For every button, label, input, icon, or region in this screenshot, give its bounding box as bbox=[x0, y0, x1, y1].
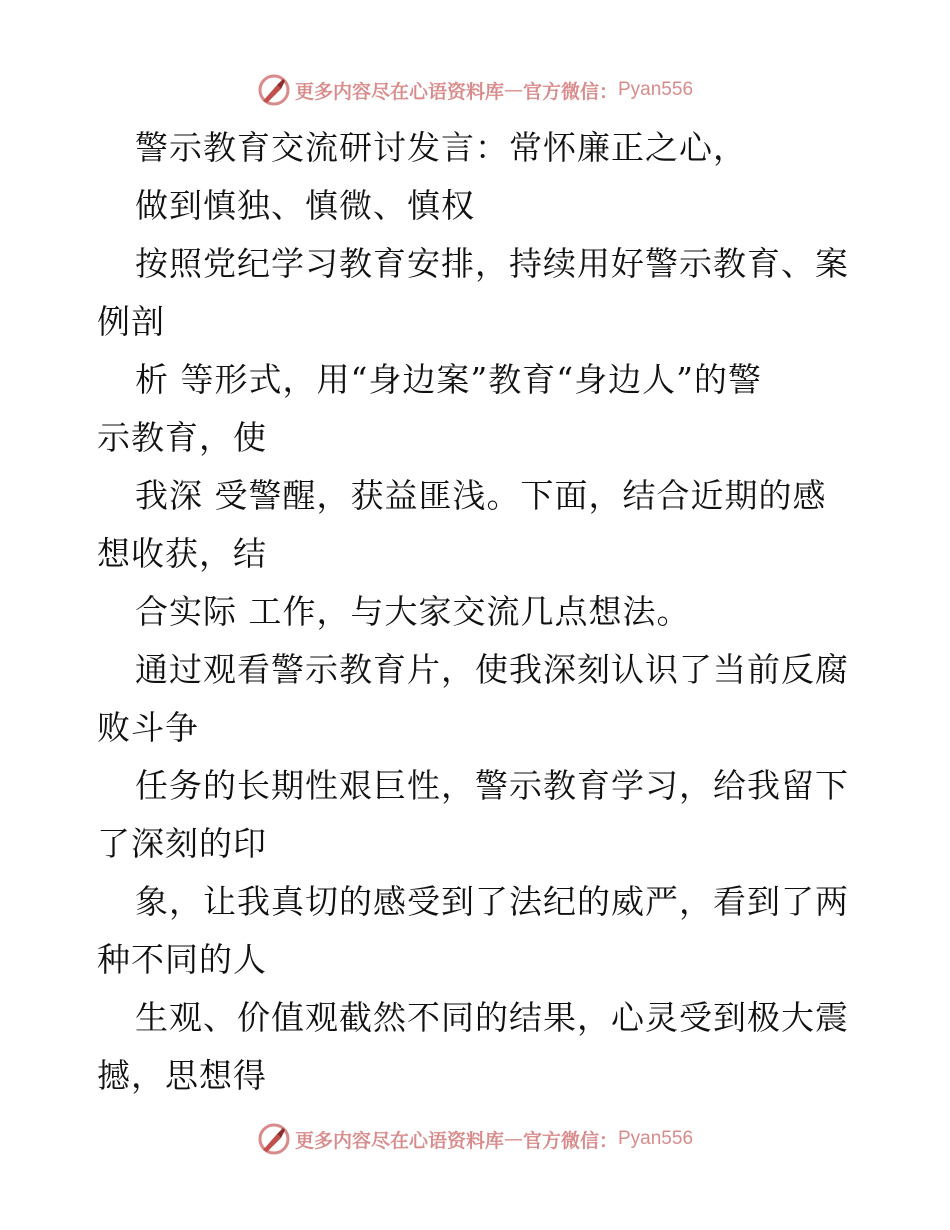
watermark-main-text: 更多内容尽在心语资料库 bbox=[294, 1129, 504, 1152]
text-line: 任务的长期性艰巨性，警示教育学习，给我留下 bbox=[135, 766, 849, 805]
watermark-wechat-id: Pyan556 bbox=[618, 1128, 694, 1149]
watermark-wechat-id: Pyan556 bbox=[618, 79, 694, 100]
text-line: 想收获，结 bbox=[97, 534, 267, 573]
text-line: 析 等形式，用“身边案”教育“身边人”的警 bbox=[135, 360, 762, 399]
text-line: 了深刻的印 bbox=[97, 824, 267, 863]
watermark-label: 官方微信： bbox=[522, 80, 618, 103]
text-line: 做到慎独、慎微、慎权 bbox=[135, 186, 475, 225]
text-line: 种不同的人 bbox=[97, 940, 267, 979]
text-line: 象，让我真切的感受到了法纪的威严，看到了两 bbox=[135, 882, 849, 921]
text-line: 通过观看警示教育片，使我深刻认识了当前反腐 bbox=[135, 650, 849, 689]
text-line: 按照党纪学习教育安排，持续用好警示教育、案 bbox=[135, 244, 849, 283]
text-line: 例剖 bbox=[97, 302, 165, 341]
pen-logo-icon bbox=[257, 73, 291, 107]
watermark-separator: — bbox=[503, 1128, 523, 1150]
watermark-separator: — bbox=[503, 79, 523, 101]
header-watermark bbox=[0, 70, 950, 110]
text-line: 撼，思想得 bbox=[97, 1056, 267, 1095]
text-line: 警示教育交流研讨发言：常怀廉正之心， bbox=[135, 128, 747, 167]
text-line: 败斗争 bbox=[97, 708, 199, 747]
watermark-main-text: 更多内容尽在心语资料库 bbox=[294, 80, 504, 103]
footer-watermark bbox=[0, 1119, 950, 1159]
watermark-label: 官方微信： bbox=[522, 1129, 618, 1152]
text-line: 示教育，使 bbox=[97, 418, 267, 457]
pen-logo-icon bbox=[257, 1122, 291, 1156]
text-line: 生观、价值观截然不同的结果，心灵受到极大震 bbox=[135, 998, 849, 1037]
text-line: 我深 受警醒，获益匪浅。下面，结合近期的感 bbox=[135, 476, 827, 515]
text-line: 合实际 工作，与大家交流几点想法。 bbox=[135, 592, 691, 631]
